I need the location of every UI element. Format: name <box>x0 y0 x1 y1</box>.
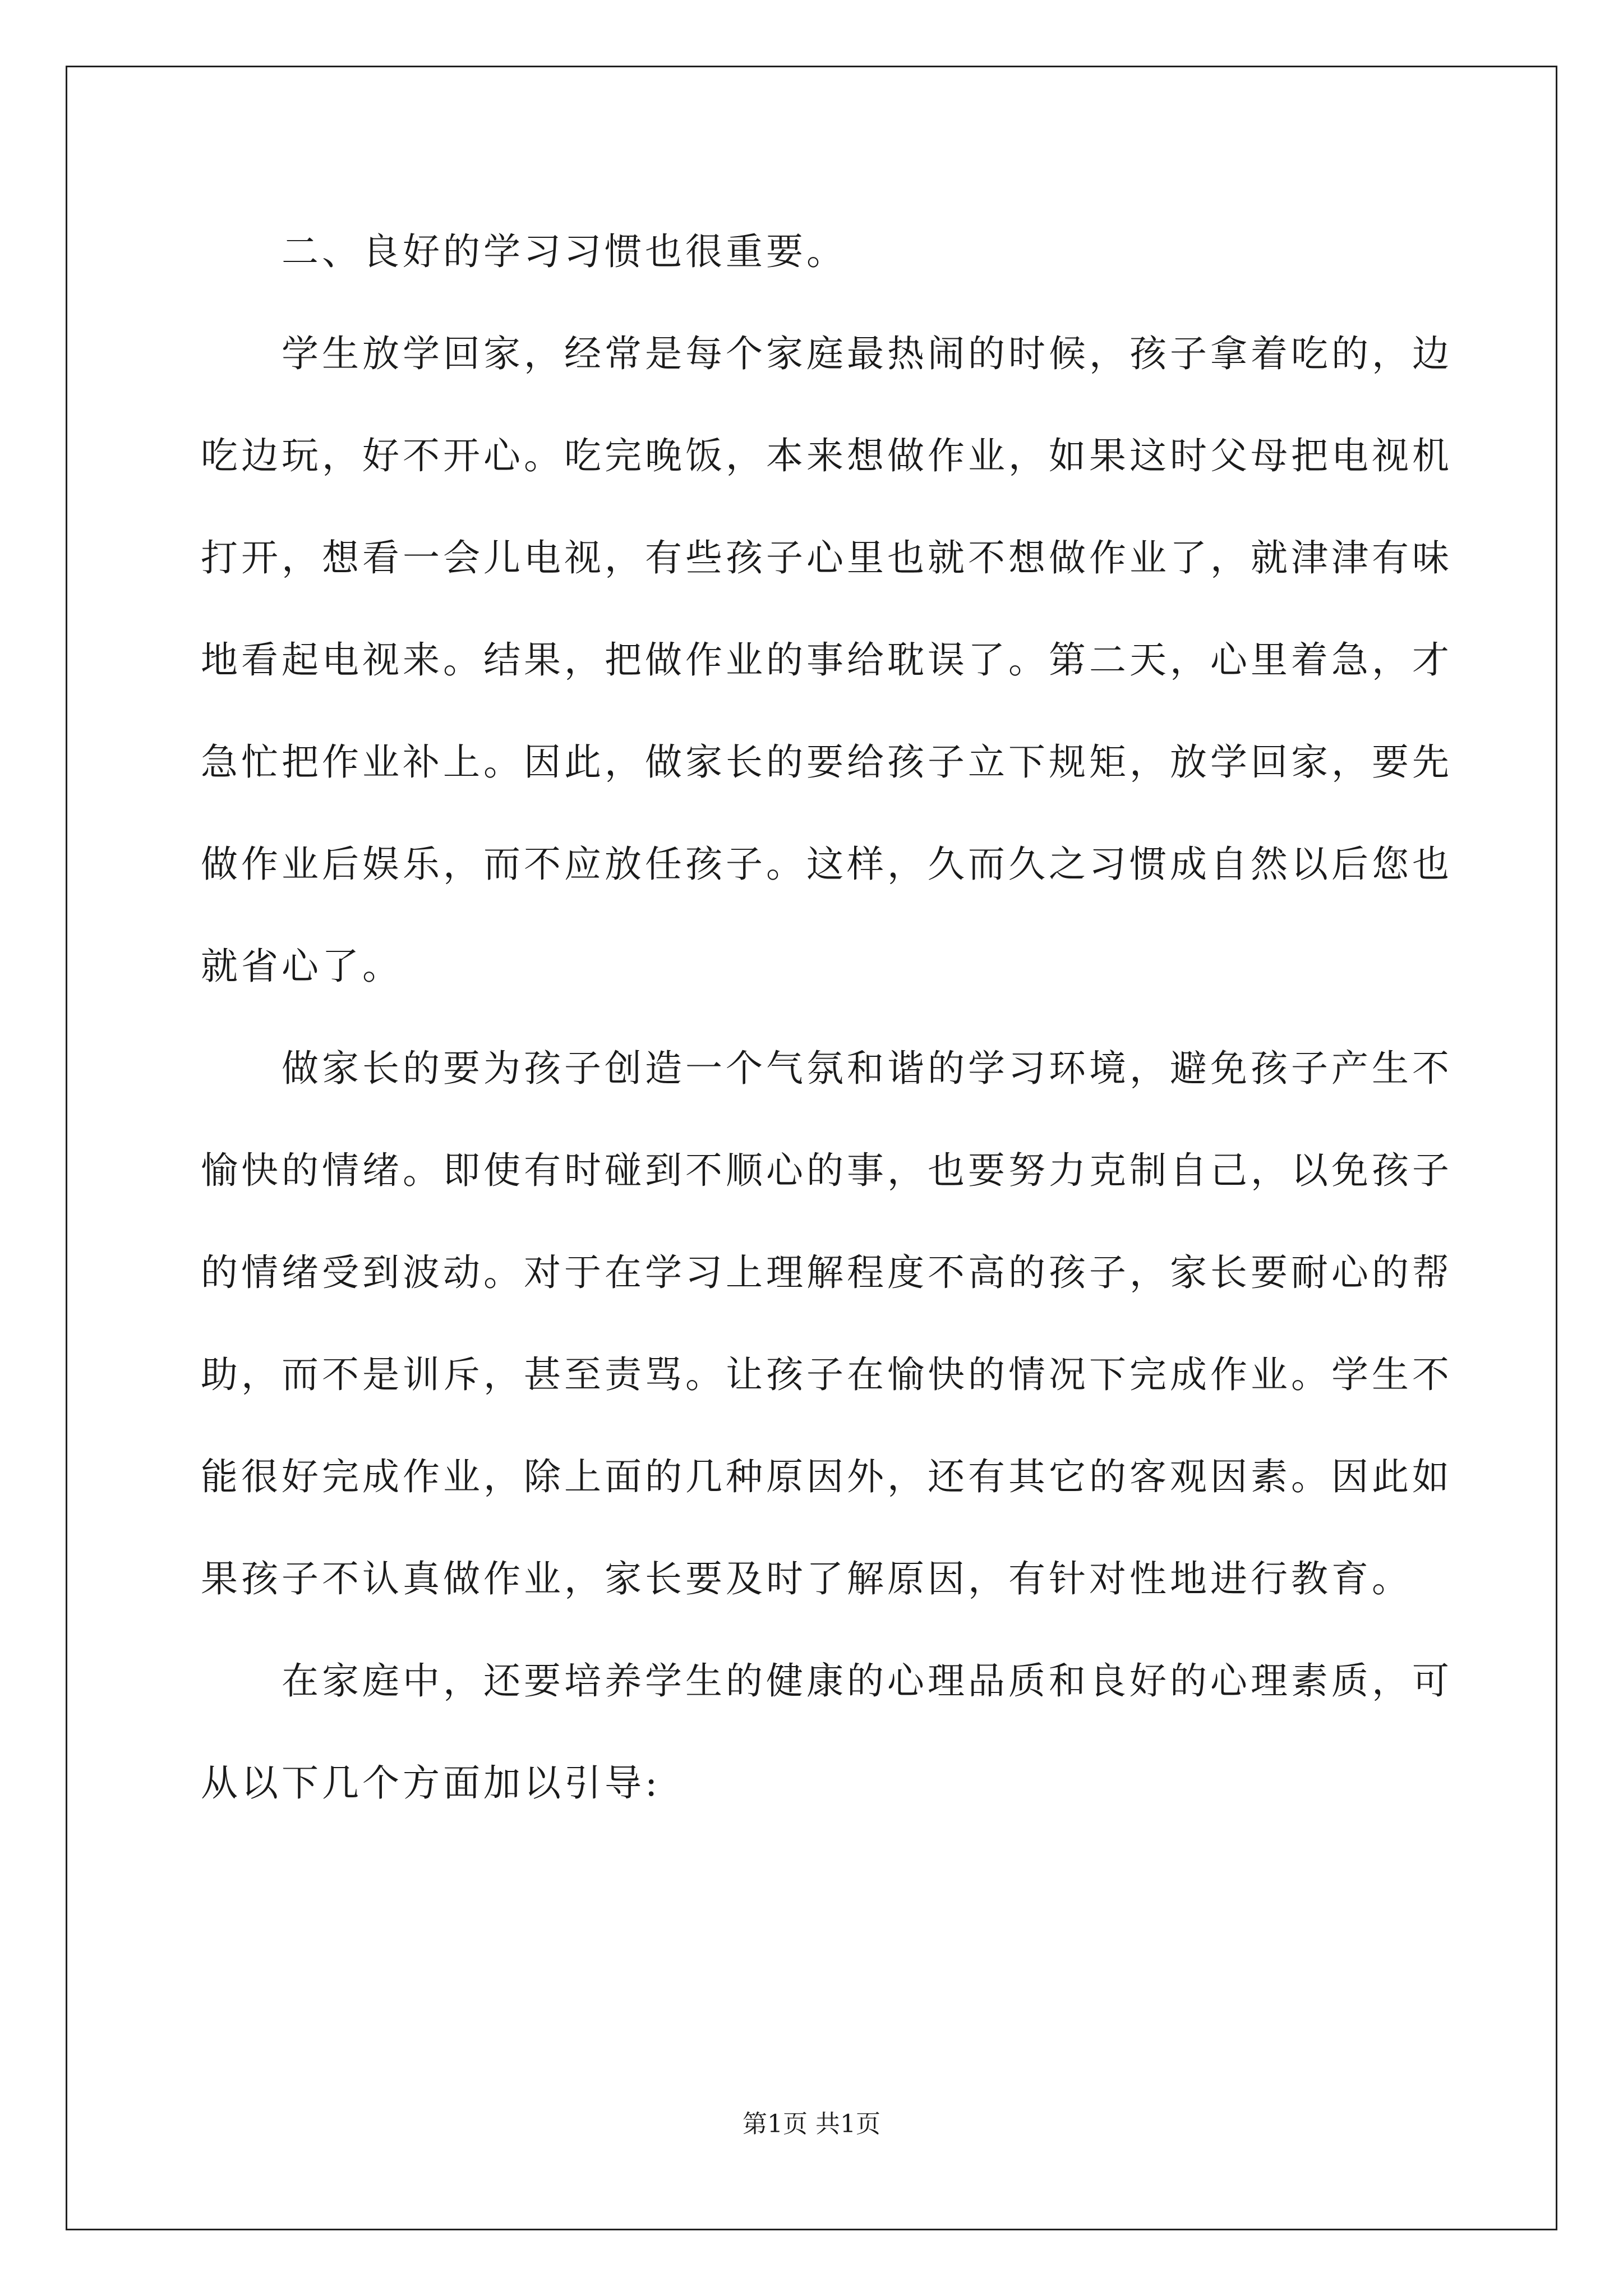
paragraph: 做家长的要为孩子创造一个气氛和谐的学习环境，避免孩子产生不愉快的情绪。即使有时碰到不顺心的事，也要努力克制自己，以免孩子的情绪受到波动。对于在学习上理解程度不高的孩子，家长要耐心的帮助，而不是训斥，甚至责骂。让孩子在愉快的情况下完成作业。学生不能很好完成作业，除上面的几种原因外，还有其它的客观因素。因此如果孩子不认真做作业，家长要及时了解原因，有针对性地进行教育。 <box>201 1047 1453 1600</box>
paragraph-heading: 二、良好的学习习惯也很重要。 <box>282 230 847 273</box>
document-body <box>201 201 1479 1834</box>
paragraph: 学生放学回家，经常是每个家庭最热闹的时候，孩子拿着吃的，边吃边玩，好不开心。吃完晚饭，本来想做作业，如果这时父母把电视机打开，想看一会儿电视，有些孩子心里也就不想做作业了，就津津有味地看起电视来。结果，把做作业的事给耽误了。第二天，心里着急，才急忙把作业补上。因此，做家长的要给孩子立下规矩，放学回家，要先做作业后娱乐，而不应放任孩子。这样，久而久之习惯成自然以后您也就省心了。 <box>201 332 1453 988</box>
paragraph: 在家庭中，还要培养学生的健康的心理品质和良好的心理素质，可从以下几个方面加以引导: <box>201 1659 1453 1805</box>
page-footer: 第1页 共1页 <box>743 2110 880 2138</box>
